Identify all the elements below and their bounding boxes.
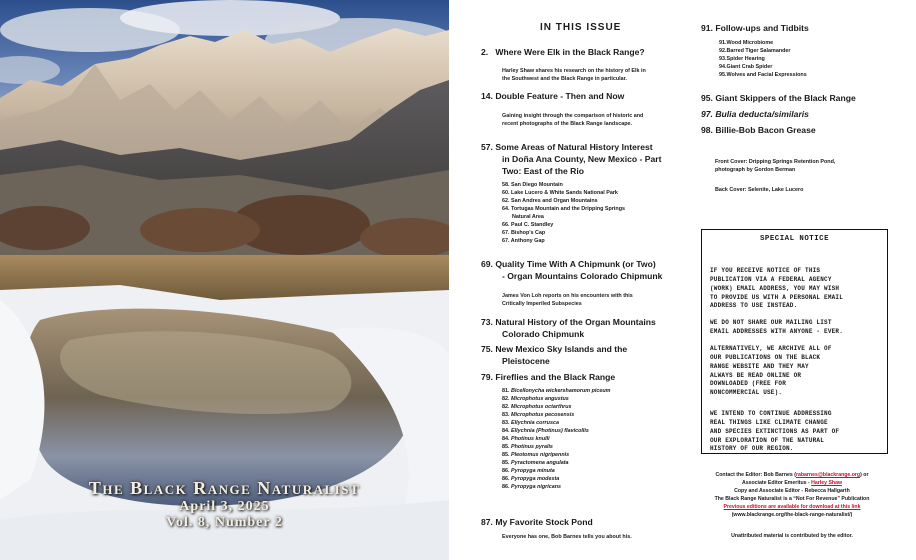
editor-email-link[interactable]: rabarnes@blackrange.org	[795, 472, 861, 478]
publication-note: The Black Range Naturalist is a “Not For Revenue” Publication	[714, 496, 870, 502]
toc-desc-69: James Von Loh reports on his encounters with this Critically Imperiled Subspecies	[502, 293, 633, 307]
cover-photo	[0, 0, 449, 560]
landscape-image	[0, 0, 449, 560]
cover-title: The Black Range Naturalist	[88, 478, 361, 498]
special-notice-box	[701, 229, 888, 454]
toc-subs-91: 91.Wood Microbiome 92.Barred Tiger Salamander 93.Spider Hearing 94.Giant Crab Spider 95.Wolves and Facial Expressions	[719, 40, 807, 78]
notice-paragraph-1: IF YOU RECEIVE NOTICE OF THIS PUBLICATION VIA A FEDERAL AGENCY (WORK) EMAIL ADDRESS, YOU MAY WISH TO PROVIDE US WITH A PERSONAL EMAIL ADDRESS TO USE INSTEAD.	[710, 267, 844, 310]
archive-url[interactable]: (www.blackrange.org/the-black-range-naturalist/)	[731, 512, 853, 518]
toc-desc-14: Gaining insight through the comparison of historic and recent photographs of the Black Range landscape.	[502, 113, 644, 127]
special-notice-title: SPECIAL NOTICE	[759, 235, 830, 243]
toc-entry-75[interactable]: 75. New Mexico Sky Islands and the Pleistocene	[481, 344, 628, 366]
toc-entry-91[interactable]: 91. Follow-ups and Tidbits	[701, 23, 809, 33]
copy-editor-line: Copy and Associate Editor - Rebecca Hallgarth	[734, 488, 850, 494]
toc-subs-57: 58. San Diego Mountain 60. Lake Lucero & White Sands National Park 62. San Andres and Organ Mountains 64. Tortugas Mountain and the Dripping Springs Natural Area 66. Paul C. Standley 67. Bishop's Cap 67. Anthony Gap	[502, 182, 625, 244]
previous-editions-link[interactable]: Previous editions are available for download at this link	[723, 504, 861, 510]
unattributed-note: Unattributed material is contributed by the editor.	[731, 533, 853, 539]
front-cover-credit: Front Cover: Dripping Springs Retention Pond, photograph by Gordon Berman	[715, 159, 836, 174]
toc-entry-57[interactable]: 57. Some Areas of Natural History Interest in Doña Ana County, New Mexico - Part Two: East of the Rio	[481, 142, 662, 176]
toc-entry-69[interactable]: 69. Quality Time With A Chipmunk (or Two) - Organ Mountains Colorado Chipmunk	[481, 259, 663, 281]
toc-entry-97[interactable]: 97. Bulia deducta/similaris	[701, 109, 809, 119]
contact-editor-line: Contact the Editor: Bob Barnes (rabarnes@blackrange.org) or	[715, 472, 869, 478]
notice-paragraph-2: WE DO NOT SHARE OUR MAILING LIST EMAIL ADDRESSES WITH ANYONE - EVER.	[710, 319, 844, 336]
notice-paragraph-4: WE INTEND TO CONTINUE ADDRESSING REAL THINGS LIKE CLIMATE CHANGE AND SPECIES EXTINCTIONS AS PART OF OUR EXPLORATION OF THE NATURAL HISTORY OF OUR REGION.	[710, 410, 840, 453]
emeritus-link[interactable]: Harley Shaw	[811, 480, 843, 486]
toc-entry-95[interactable]: 95. Giant Skippers of the Black Range	[701, 93, 856, 103]
associate-editor-line: Associate Editor Emeritus - Harley Shaw	[741, 480, 843, 486]
toc-subs-79: 81. Bicellonycha wickershamorum piceum 82. Microphotus angustus 82. Microphotus octarthrus 83. Microphotus pecosensis 83. Ellychnia corrusca 84. Ellychnia (Photinus) flavicollis 84. Photinus knulli 85. Photinus pyralis 85. Pleotomus nigripennis 85. Pyractomena angulata 86. Pyropyga minuta 86. Pyropyga modesta 86. Pyropyga nigricans	[502, 388, 611, 490]
toc-entry-98[interactable]: 98. Billie-Bob Bacon Grease	[701, 125, 816, 135]
toc-desc-2: Harley Shaw shares his research on the history of Elk in the Southwest and the Black Range in particular.	[502, 68, 646, 82]
notice-paragraph-3: ALTERNATIVELY, WE ARCHIVE ALL OF OUR PUBLICATIONS ON THE BLACK RANGE WEBSITE AND THEY MAY ALWAYS BE READ ONLINE OR DOWNLOADED (FREE FOR NONCOMMERCIAL USE).	[710, 345, 832, 396]
cover-volume: Vol. 8, Number 2	[166, 515, 283, 530]
toc-entry-87[interactable]: 87. My Favorite Stock Pond	[481, 517, 593, 527]
toc-entry-2[interactable]: 2. Where Were Elk in the Black Range?	[481, 47, 645, 57]
back-cover-credit: Back Cover: Selenite, Lake Lucero	[715, 187, 804, 193]
toc-entry-79[interactable]: 79. Fireflies and the Black Range	[481, 372, 616, 382]
toc-entry-14[interactable]: 14. Double Feature - Then and Now	[481, 91, 625, 101]
toc-desc-87: Everyone has one, Bob Barnes tells you about his.	[502, 534, 632, 540]
toc-heading: IN THIS ISSUE	[540, 22, 622, 33]
toc-entry-73[interactable]: 73. Natural History of the Organ Mountains Colorado Chipmunk	[481, 317, 656, 339]
cover-date: April 3, 2025	[179, 499, 270, 514]
